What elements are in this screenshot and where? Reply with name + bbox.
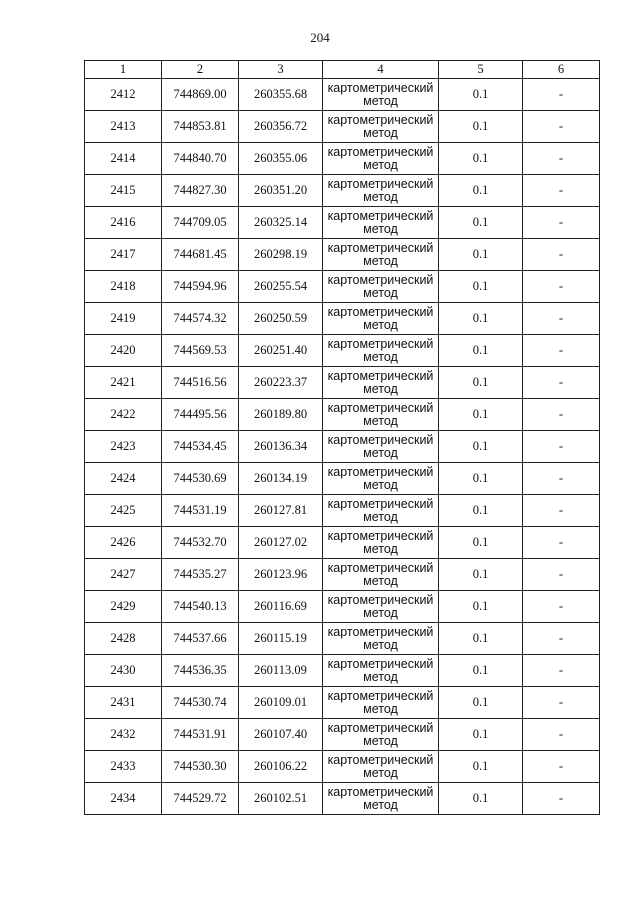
x-coordinate-cell: 744534.45 [162,431,239,463]
method-line-1: картометрический [327,688,434,703]
accuracy-cell: 0.1 [439,719,523,751]
method-line-1: картометрический [327,592,434,607]
y-coordinate-cell: 260255.54 [239,271,323,303]
y-coordinate-cell: 260123.96 [239,559,323,591]
table-body [85,79,600,815]
method-line-2: метод [363,93,398,108]
point-id-cell: 2425 [85,495,162,527]
y-coordinate-cell: 260115.19 [239,623,323,655]
point-id-cell: 2413 [85,111,162,143]
x-coordinate-cell: 744681.45 [162,239,239,271]
method-line-2: метод [363,413,398,428]
note-cell: - [523,655,600,687]
point-id-cell: 2431 [85,687,162,719]
table-row [85,79,600,111]
table-row [85,463,600,495]
accuracy-cell: 0.1 [439,687,523,719]
accuracy-cell: 0.1 [439,559,523,591]
table-row [85,783,600,815]
method-line-2: метод [363,573,398,588]
y-coordinate-cell: 260106.22 [239,751,323,783]
y-coordinate-cell: 260116.69 [239,591,323,623]
method-line-1: картометрический [327,240,434,255]
method-line-2: метод [363,701,398,716]
table-row [85,559,600,591]
accuracy-cell: 0.1 [439,655,523,687]
accuracy-cell: 0.1 [439,431,523,463]
y-coordinate-cell: 260134.19 [239,463,323,495]
method-cell [323,207,439,239]
table-row [85,719,600,751]
method-line-2: метод [363,509,398,524]
x-coordinate-cell: 744853.81 [162,111,239,143]
column-header-5: 5 [439,61,523,79]
accuracy-cell: 0.1 [439,399,523,431]
method-line-1: картометрический [327,624,434,639]
method-line-2: метод [363,253,398,268]
accuracy-cell: 0.1 [439,207,523,239]
point-id-cell: 2421 [85,367,162,399]
point-id-cell: 2424 [85,463,162,495]
method-line-2: метод [363,381,398,396]
note-cell: - [523,591,600,623]
y-coordinate-cell: 260136.34 [239,431,323,463]
accuracy-cell: 0.1 [439,335,523,367]
y-coordinate-cell: 260109.01 [239,687,323,719]
y-coordinate-cell: 260113.09 [239,655,323,687]
method-line-2: метод [363,669,398,684]
y-coordinate-cell: 260298.19 [239,239,323,271]
method-cell [323,687,439,719]
point-id-cell: 2430 [85,655,162,687]
table-row [85,239,600,271]
note-cell: - [523,271,600,303]
table-header-row [85,61,600,79]
accuracy-cell: 0.1 [439,527,523,559]
point-id-cell: 2418 [85,271,162,303]
table-row [85,303,600,335]
accuracy-cell: 0.1 [439,79,523,111]
table-row [85,527,600,559]
accuracy-cell: 0.1 [439,463,523,495]
method-line-2: метод [363,733,398,748]
x-coordinate-cell: 744869.00 [162,79,239,111]
point-id-cell: 2412 [85,79,162,111]
note-cell: - [523,367,600,399]
method-line-1: картометрический [327,304,434,319]
method-line-1: картометрический [327,208,434,223]
table-row [85,175,600,207]
method-line-2: метод [363,349,398,364]
x-coordinate-cell: 744594.96 [162,271,239,303]
note-cell: - [523,175,600,207]
method-cell [323,111,439,143]
method-cell [323,367,439,399]
method-cell [323,463,439,495]
point-id-cell: 2417 [85,239,162,271]
point-id-cell: 2429 [85,591,162,623]
note-cell: - [523,79,600,111]
accuracy-cell: 0.1 [439,303,523,335]
method-cell [323,751,439,783]
method-line-1: картометрический [327,112,434,127]
method-line-1: картометрический [327,144,434,159]
x-coordinate-cell: 744535.27 [162,559,239,591]
note-cell: - [523,207,600,239]
method-line-1: картометрический [327,176,434,191]
table-row [85,111,600,143]
note-cell: - [523,463,600,495]
accuracy-cell: 0.1 [439,751,523,783]
note-cell: - [523,335,600,367]
accuracy-cell: 0.1 [439,783,523,815]
method-line-1: картометрический [327,400,434,415]
method-line-1: картометрический [327,272,434,287]
table-row [85,335,600,367]
column-header-3: 3 [239,61,323,79]
y-coordinate-cell: 260102.51 [239,783,323,815]
method-cell [323,655,439,687]
point-id-cell: 2423 [85,431,162,463]
method-line-1: картометрический [327,464,434,479]
note-cell: - [523,431,600,463]
y-coordinate-cell: 260127.02 [239,527,323,559]
note-cell: - [523,143,600,175]
method-cell [323,591,439,623]
x-coordinate-cell: 744532.70 [162,527,239,559]
note-cell: - [523,495,600,527]
method-line-2: метод [363,477,398,492]
y-coordinate-cell: 260223.37 [239,367,323,399]
x-coordinate-cell: 744516.56 [162,367,239,399]
table-row [85,143,600,175]
table-row [85,399,600,431]
column-header-1: 1 [85,61,162,79]
method-line-1: картометрический [327,528,434,543]
y-coordinate-cell: 260355.68 [239,79,323,111]
x-coordinate-cell: 744531.91 [162,719,239,751]
method-line-1: картометрический [327,80,434,95]
x-coordinate-cell: 744495.56 [162,399,239,431]
y-coordinate-cell: 260107.40 [239,719,323,751]
x-coordinate-cell: 744530.30 [162,751,239,783]
table-row [85,495,600,527]
page-number: 204 [310,30,330,45]
accuracy-cell: 0.1 [439,367,523,399]
method-cell [323,175,439,207]
note-cell: - [523,783,600,815]
accuracy-cell: 0.1 [439,623,523,655]
point-id-cell: 2422 [85,399,162,431]
method-cell [323,303,439,335]
method-line-2: метод [363,317,398,332]
x-coordinate-cell: 744530.74 [162,687,239,719]
point-id-cell: 2414 [85,143,162,175]
method-line-1: картометрический [327,336,434,351]
y-coordinate-cell: 260250.59 [239,303,323,335]
method-line-2: метод [363,765,398,780]
method-line-1: картометрический [327,368,434,383]
method-cell [323,271,439,303]
method-line-2: метод [363,605,398,620]
y-coordinate-cell: 260325.14 [239,207,323,239]
note-cell: - [523,303,600,335]
method-cell [323,719,439,751]
method-cell [323,527,439,559]
point-id-cell: 2415 [85,175,162,207]
point-id-cell: 2426 [85,527,162,559]
note-cell: - [523,559,600,591]
x-coordinate-cell: 744709.05 [162,207,239,239]
accuracy-cell: 0.1 [439,239,523,271]
method-cell [323,431,439,463]
table-row [85,751,600,783]
point-id-cell: 2432 [85,719,162,751]
method-line-1: картометрический [327,720,434,735]
method-line-2: метод [363,541,398,556]
accuracy-cell: 0.1 [439,143,523,175]
x-coordinate-cell: 744536.35 [162,655,239,687]
point-id-cell: 2416 [85,207,162,239]
point-id-cell: 2434 [85,783,162,815]
point-id-cell: 2419 [85,303,162,335]
point-id-cell: 2420 [85,335,162,367]
table-row [85,687,600,719]
method-line-2: метод [363,189,398,204]
x-coordinate-cell: 744529.72 [162,783,239,815]
coordinates-table [84,60,600,815]
x-coordinate-cell: 744840.70 [162,143,239,175]
note-cell: - [523,719,600,751]
column-header-4: 4 [323,61,439,79]
method-line-2: метод [363,445,398,460]
method-line-2: метод [363,125,398,140]
table-row [85,623,600,655]
x-coordinate-cell: 744537.66 [162,623,239,655]
point-id-cell: 2427 [85,559,162,591]
table-row [85,655,600,687]
y-coordinate-cell: 260351.20 [239,175,323,207]
method-cell [323,239,439,271]
table-row [85,207,600,239]
accuracy-cell: 0.1 [439,111,523,143]
y-coordinate-cell: 260355.06 [239,143,323,175]
method-line-2: метод [363,285,398,300]
accuracy-cell: 0.1 [439,495,523,527]
method-cell [323,783,439,815]
method-cell [323,335,439,367]
method-line-2: метод [363,221,398,236]
y-coordinate-cell: 260189.80 [239,399,323,431]
method-line-1: картометрический [327,560,434,575]
x-coordinate-cell: 744530.69 [162,463,239,495]
note-cell: - [523,111,600,143]
accuracy-cell: 0.1 [439,591,523,623]
method-cell [323,623,439,655]
method-cell [323,79,439,111]
method-line-2: метод [363,157,398,172]
column-header-2: 2 [162,61,239,79]
method-line-1: картометрический [327,432,434,447]
table-row [85,591,600,623]
note-cell: - [523,527,600,559]
x-coordinate-cell: 744569.53 [162,335,239,367]
note-cell: - [523,623,600,655]
x-coordinate-cell: 744531.19 [162,495,239,527]
note-cell: - [523,687,600,719]
x-coordinate-cell: 744540.13 [162,591,239,623]
point-id-cell: 2433 [85,751,162,783]
table-row [85,367,600,399]
table-row [85,431,600,463]
x-coordinate-cell: 744827.30 [162,175,239,207]
method-cell [323,559,439,591]
note-cell: - [523,239,600,271]
table-row [85,271,600,303]
method-cell [323,399,439,431]
method-line-1: картометрический [327,784,434,799]
point-id-cell: 2428 [85,623,162,655]
note-cell: - [523,751,600,783]
y-coordinate-cell: 260127.81 [239,495,323,527]
method-line-1: картометрический [327,656,434,671]
accuracy-cell: 0.1 [439,175,523,207]
accuracy-cell: 0.1 [439,271,523,303]
method-line-1: картометрический [327,752,434,767]
y-coordinate-cell: 260251.40 [239,335,323,367]
method-line-2: метод [363,797,398,812]
column-header-6: 6 [523,61,600,79]
method-line-2: метод [363,637,398,652]
method-cell [323,495,439,527]
y-coordinate-cell: 260356.72 [239,111,323,143]
x-coordinate-cell: 744574.32 [162,303,239,335]
note-cell: - [523,399,600,431]
method-line-1: картометрический [327,496,434,511]
method-cell [323,143,439,175]
